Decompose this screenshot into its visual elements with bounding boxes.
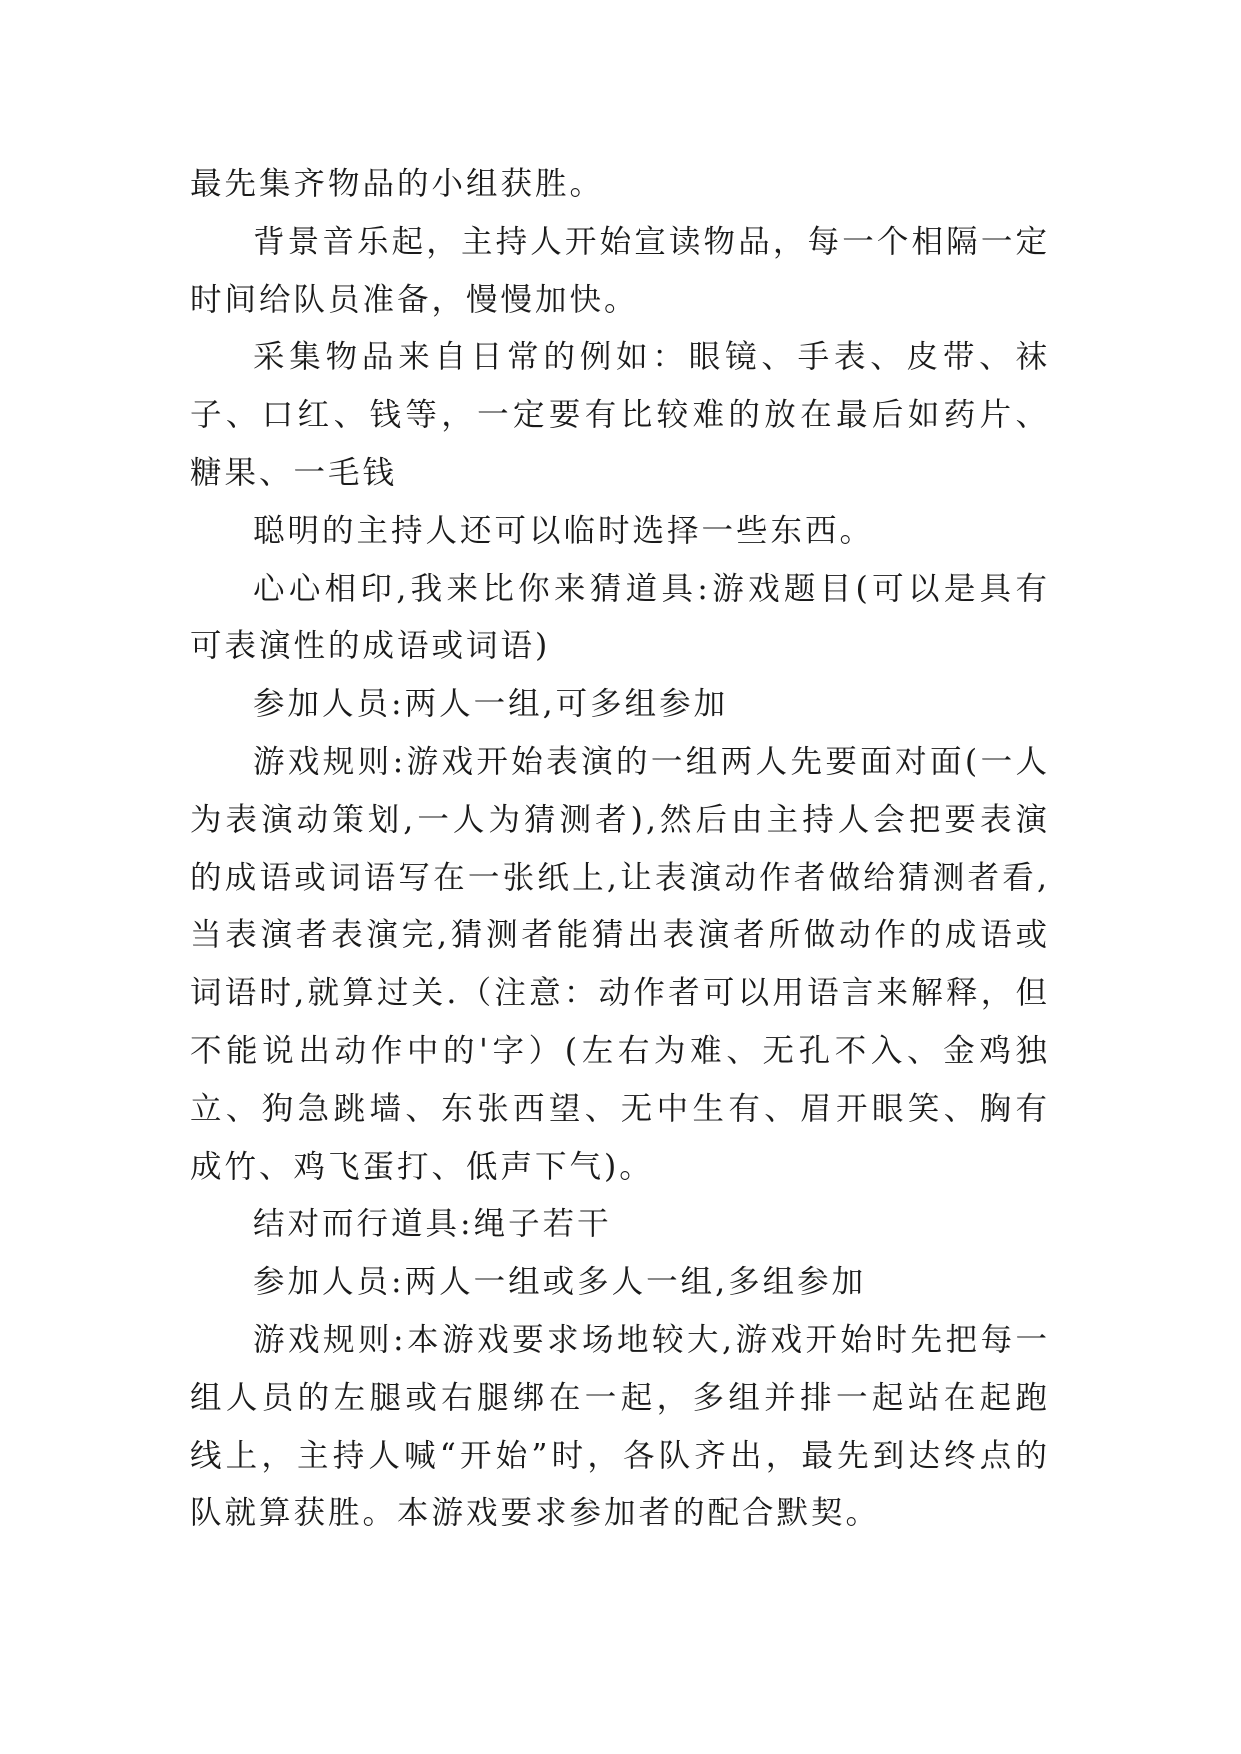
paragraph-game2-title: 心心相印,我来比你来猜道具:游戏题目(可以是具有可表演性的成语或词语) [190,570,1050,665]
document-body [190,156,1050,1543]
paragraph-game3-participants: 参加人员:两人一组或多人一组,多组参加 [253,1264,867,1301]
paragraph-game3-title: 结对而行道具:绳子若干 [253,1206,612,1243]
paragraph-game3-rules: 游戏规则:本游戏要求场地较大,游戏开始时先把每一组人员的左腿或右腿绑在一起，多组并排一起站在起跑线上，主持人喊“开始”时，各队齐出，最先到达终点的队就算获胜。本游戏要求参加者的配合默契。 [190,1321,1050,1532]
paragraph-music: 背景音乐起，主持人开始宣读物品，每一个相隔一定时间给队员准备，慢慢加快。 [190,223,1050,318]
paragraph-game2-participants: 参加人员:两人一组,可多组参加 [253,686,729,723]
paragraph-game2-rules: 游戏规则:游戏开始表演的一组两人先要面对面(一人为表演动策划,一人为猜测者),然后由主持人会把要表演的成语或词语写在一张纸上,让表演动作者做给猜测者看,当表演者表演完,猜测者能猜出表演者所做动作的成语或词语时,就算过关.（注意：动作者可以用语言来解释，但不能说出动作中的'字）(左右为难、无孔不入、金鸡独立、狗急跳墙、东张西望、无中生有、眉开眼笑、胸有成竹、鸡飞蛋打、低声下气)。 [190,743,1050,1185]
paragraph-winner: 最先集齐物品的小组获胜。 [190,166,605,202]
paragraph-host: 聪明的主持人还可以临时选择一些东西。 [253,512,875,549]
paragraph-items: 采集物品来自日常的例如：眼镜、手表、皮带、袜子、口红、钱等，一定要有比较难的放在最后如药片、糖果、一毛钱 [190,339,1050,491]
